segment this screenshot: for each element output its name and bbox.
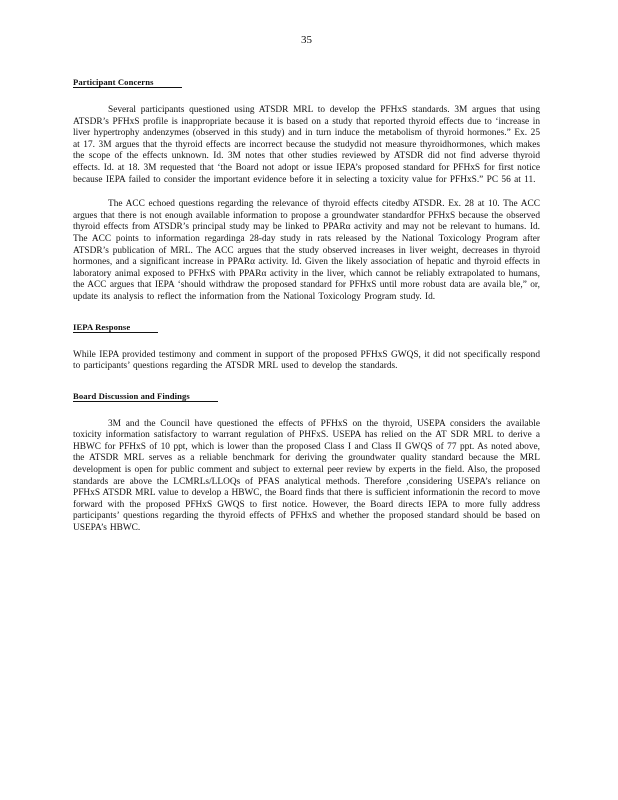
paragraph: While IEPA provided testimony and comment in support of the proposed PFHxS GWQS, it did not specifically respond to participants’ questions regarding the ATSDR MRL used to develop the standards.: [73, 349, 540, 372]
section-iepa-response: [73, 317, 540, 373]
page-number: 35: [301, 34, 312, 46]
paragraph: 3M and the Council have questioned the effects of PFHxS on the thyroid, USEPA considers the available toxicity information satisfactory to warrant regulation of PHFxS. USEPA has relied on the AT SDR MRL to derive a HBWC for PFHxS of 10 ppt, which is lower than the proposed Class I and Class II GWQS of 77 ppt. As noted above, the ATSDR MRL serves as a reliable benchmark for deriving the groundwater quality standard because the MRL development is open for public comment and subject to external peer review by experts in the field. Also, the proposed standards are above the LCMRLs/LLOQs of PFAS analytical methods. Therefore ,considering USEPA’s reliance on PFHxS ATSDR MRL value to develop a HBWC, the Board finds that there is sufficient informationin the record to move forward with the proposed PFHxS GWQS to first notice. However, the Board directs IEPA to more fully address participants’ questions regarding the thyroid effects of PFHxS and whether the proposed standard should be based on USEPA’s HBWC.: [73, 418, 540, 534]
section-heading: IEPA Response: [73, 322, 158, 333]
paragraph: Several participants questioned using ATSDR MRL to develop the PFHxS standards. 3M argues that using ATSDR’s PFHxS profile is inappropriate because it is based on a study that reported thyroid effects due to ‘increase in liver hypertrophy andenzymes (observed in this study) and in turn induce the metabolism of thyroid hormones.” Ex. 25 at 17. 3M argues that the thyroid effects are incorrect because the studydid not measure thyroidhormones, which makes the scope of the effects unknown. Id. 3M notes that other studies reviewed by ATSDR did not find adverse thyroid effects. Id. at 18. 3M requested that ‘the Board not adopt or issue IEPA’s proposed standard for PFHxS for first notice because IEPA failed to consider the important evidence before it in selecting a toxicity value for PFHxS.” PC 56 at 11.: [73, 105, 540, 185]
section-heading: Participant Concerns: [73, 77, 182, 88]
paragraph: The ACC echoed questions regarding the relevance of thyroid effects citedby ATSDR. Ex. 28 at 10. The ACC argues that there is not enough available information to propose a groundwater standardfor PFHxS because the observed thyroid effects from ATSDR’s principal study may be linked to PPARα activity and may not be relevant to humans. Id. The ACC points to information regardinga 28-day study in rats released by the National Toxicology Program after ATSDR’s publication of MRL. The ACC argues that the study observed increases in liver weight, decreases in thyroid hormones, and a significant increase in PPARα activity. Id. Given the likely association of hepatic and thyroid effects in laboratory animal exposed to PFHxS with PPARα activity in the liver, which cannot be reliably extrapolated to humans, the ACC argues that IEPA ‘should withdraw the proposed standard for PFHxS until more robust data are availa ble,” or, update its analysis to reflect the information from the National Toxicology Program study. Id.: [73, 199, 540, 302]
section-board-discussion: [73, 386, 540, 535]
section-participant-concerns: [73, 72, 540, 304]
section-heading: Board Discussion and Findings: [73, 391, 218, 402]
